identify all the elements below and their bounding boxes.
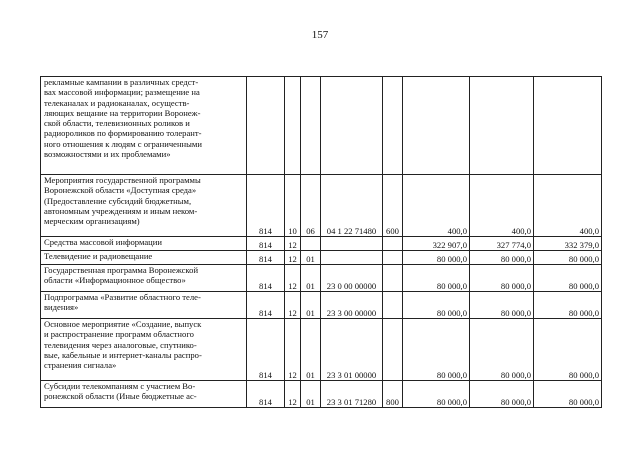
grbs-cell: 814 (247, 265, 285, 292)
amount-year2-cell: 80 000,0 (470, 381, 534, 408)
subsection-cell: 01 (301, 265, 321, 292)
grbs-cell: 814 (247, 237, 285, 251)
row-name: Подпрограмма «Развитие областного теле- видения» (41, 292, 247, 319)
amount-year1-cell: 80 000,0 (403, 319, 470, 381)
amount-year3-cell: 80 000,0 (534, 265, 602, 292)
amount-year1-cell: 80 000,0 (403, 251, 470, 265)
expense-type-cell: 600 (383, 175, 403, 237)
amount-year1-cell (403, 77, 470, 175)
grbs-cell: 814 (247, 251, 285, 265)
section-cell: 12 (285, 265, 301, 292)
grbs-cell: 814 (247, 381, 285, 408)
amount-year2-cell: 400,0 (470, 175, 534, 237)
table-row (41, 381, 602, 408)
row-name: Государственная программа Воронежской области «Информационное общество» (41, 265, 247, 292)
table-row (41, 251, 602, 265)
amount-year1-cell: 80 000,0 (403, 265, 470, 292)
row-name: Субсидии телекомпаниям с участием Во- ронежской области (Иные бюджетные ас- (41, 381, 247, 408)
subsection-cell: 01 (301, 251, 321, 265)
expense-type-cell (383, 292, 403, 319)
target-article-cell: 23 3 00 00000 (321, 292, 383, 319)
table-row (41, 319, 602, 381)
section-cell (285, 77, 301, 175)
row-name: Телевидение и радиовещание (41, 251, 247, 265)
target-article-cell: 04 1 22 71480 (321, 175, 383, 237)
amount-year3-cell: 80 000,0 (534, 292, 602, 319)
grbs-cell: 814 (247, 292, 285, 319)
amount-year1-cell: 80 000,0 (403, 381, 470, 408)
row-name: Мероприятия государственной программы Воронежской области «Доступная среда» (Предоставление субсидий бюджетным, автономным учреждениям и иным неком- мерческим организациям) (41, 175, 247, 237)
grbs-cell (247, 77, 285, 175)
expense-type-cell: 800 (383, 381, 403, 408)
section-cell: 12 (285, 251, 301, 265)
amount-year3-cell: 332 379,0 (534, 237, 602, 251)
row-name: Средства массовой информации (41, 237, 247, 251)
amount-year3-cell: 80 000,0 (534, 381, 602, 408)
section-cell: 12 (285, 237, 301, 251)
amount-year2-cell: 80 000,0 (470, 265, 534, 292)
expense-type-cell (383, 265, 403, 292)
subsection-cell: 01 (301, 292, 321, 319)
amount-year1-cell: 400,0 (403, 175, 470, 237)
section-cell: 12 (285, 319, 301, 381)
target-article-cell (321, 251, 383, 265)
target-article-cell: 23 3 01 71280 (321, 381, 383, 408)
amount-year3-cell: 80 000,0 (534, 319, 602, 381)
subsection-cell: 01 (301, 319, 321, 381)
amount-year1-cell: 80 000,0 (403, 292, 470, 319)
row-name: Основное мероприятие «Создание, выпуск и распространение программ областного телевидения через аналоговые, спутнико- вые, кабельные и интернет-каналы распро- странения сигнала» (41, 319, 247, 381)
amount-year3-cell: 400,0 (534, 175, 602, 237)
target-article-cell (321, 237, 383, 251)
amount-year2-cell (470, 77, 534, 175)
amount-year2-cell: 80 000,0 (470, 251, 534, 265)
table-row (41, 175, 602, 237)
page-number: 157 (311, 29, 329, 41)
section-cell: 12 (285, 292, 301, 319)
expense-type-cell (383, 319, 403, 381)
target-article-cell: 23 0 00 00000 (321, 265, 383, 292)
amount-year2-cell: 327 774,0 (470, 237, 534, 251)
expense-type-cell (383, 237, 403, 251)
expense-type-cell (383, 251, 403, 265)
section-cell: 12 (285, 381, 301, 408)
grbs-cell: 814 (247, 319, 285, 381)
amount-year2-cell: 80 000,0 (470, 292, 534, 319)
target-article-cell: 23 3 01 00000 (321, 319, 383, 381)
table-row (41, 265, 602, 292)
row-name: рекламные кампании в различных средст- вах массовой информации; размещение на телеканалах и радиоканалах, осуществ- ляющих вещание на территории Воронеж- ской области, телевизионных роликов и радиороликов по формированию толерант- ного отношения к людям с ограниченными возможностями и их проблемами» (41, 77, 247, 175)
amount-year1-cell: 322 907,0 (403, 237, 470, 251)
subsection-cell: 06 (301, 175, 321, 237)
amount-year2-cell: 80 000,0 (470, 319, 534, 381)
grbs-cell: 814 (247, 175, 285, 237)
target-article-cell (321, 77, 383, 175)
subsection-cell (301, 77, 321, 175)
budget-table (40, 76, 602, 408)
table-row (41, 292, 602, 319)
amount-year3-cell (534, 77, 602, 175)
expense-type-cell (383, 77, 403, 175)
section-cell: 10 (285, 175, 301, 237)
table-row (41, 237, 602, 251)
amount-year3-cell: 80 000,0 (534, 251, 602, 265)
table-row (41, 77, 602, 175)
subsection-cell: 01 (301, 381, 321, 408)
subsection-cell (301, 237, 321, 251)
